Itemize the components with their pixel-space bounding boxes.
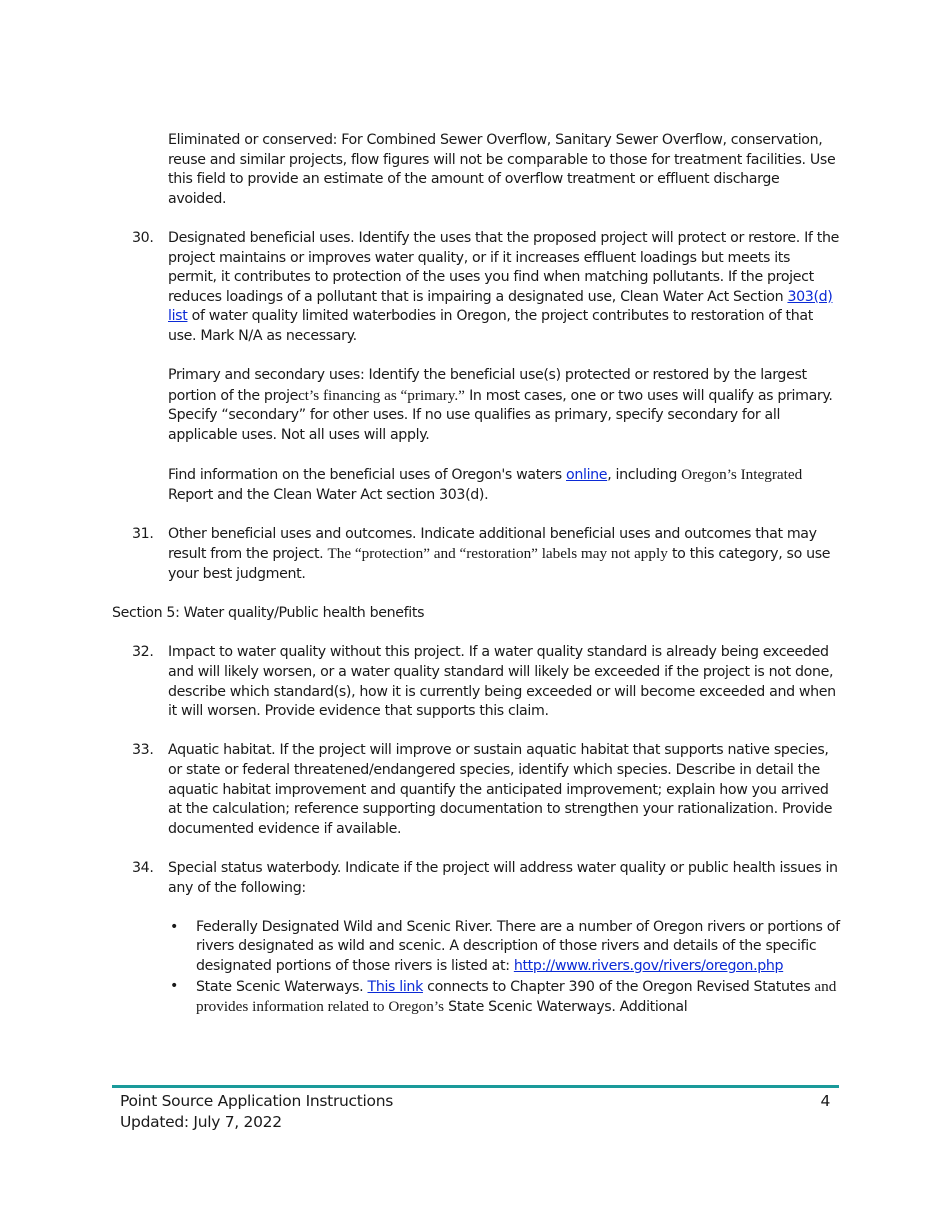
item-number: 33. (132, 742, 154, 759)
list-item-34 (112, 859, 840, 898)
page-content (112, 131, 840, 1018)
item-text: Designated beneficial uses. Identify the uses that the proposed project will protect or restore. If the project maintains or improves water quality, or if it increases effluent loadings but meets its permit, it contributes to protection of the uses you find when matching pollutants. If the project reduces loadings of a pollutant that is impairing a designated use, Clean Water Act Section (168, 229, 839, 305)
footer-divider (112, 1085, 839, 1088)
section-5-heading: Section 5: Water quality/Public health benefits (112, 605, 425, 622)
bullet-state-scenic-waterways: • State Scenic Waterways. This link connects to Chapter 390 of the Oregon Revised Statutes and provides information related to Oregon’s State Scenic Waterways. Additional (170, 977, 837, 1016)
bullet-wild-scenic-river: • Federally Designated Wild and Scenic River. There are a number of Oregon rivers or portions of rivers designated as wild and scenic. A description of those rivers and details of the specific designated portions of those rivers is listed at: http://www.rivers.gov/rivers/oregon.php (170, 918, 840, 974)
list-item-31: 31. Other beneficial uses and outcomes. Indicate additional beneficial uses and outcomes that may result from the project. The “protection” and “restoration” labels may not apply to this category, so use your best judgment. (132, 525, 831, 583)
link-online[interactable]: online (566, 467, 608, 484)
link-this-link[interactable]: This link (367, 978, 423, 995)
item-number: 30. (132, 229, 154, 246)
item-text: Aquatic habitat. If the project will improve or sustain aquatic habitat that supports native species, or state or federal threatened/endangered species, identify which species. Describe in detail the aquatic habitat improvement and quantify the anticipated improvement; explain how you arrived at the calculation; reference supporting documentation to strengthen your rationalization. Provide documented evidence if available. (168, 742, 833, 837)
page-number: 4 (820, 1092, 830, 1110)
item-number: 34. (132, 859, 154, 876)
item-text: of water quality limited waterbodies in Oregon, the project contributes to restoration of that use. Mark N/A as necessary. (168, 308, 813, 344)
special-status-bullet-list (168, 918, 840, 1018)
item-text: Impact to water quality without this project. If a water quality standard is already being exceeded and will likely worsen, or a water quality standard will likely be exceeded if the project is not done, describe which standard(s), how it is currently being exceeded or will become exceeded and when it will worsen. Provide evidence that supports this claim. (168, 644, 836, 720)
paragraph-primary-secondary: Primary and secondary uses: Identify the beneficial use(s) protected or restored by the largest portion of the project’s financing as “primary.” In most cases, one or two uses will qualify as primary. Specify “secondary” for other uses. If no use qualifies as primary, specify secondary for all applicable uses. Not all uses will apply. (168, 367, 833, 443)
link-303d-list[interactable]: 303(d) list (168, 288, 833, 325)
link-rivers-gov[interactable]: http://www.rivers.gov/rivers/oregon.php (513, 957, 784, 974)
page-footer (120, 1091, 830, 1133)
item-number: 32. (132, 644, 154, 661)
bullet-icon: • (170, 977, 179, 994)
list-item-30 (112, 229, 840, 347)
footer-title: Point Source Application Instructions (120, 1092, 394, 1110)
item-text: Special status waterbody. Indicate if the project will address water quality or public health issues in any of the following: (168, 859, 838, 896)
item-number: 31. (132, 525, 154, 542)
list-item-32 (112, 643, 840, 721)
bullet-icon: • (170, 918, 179, 935)
paragraph-eliminated-conserved: Eliminated or conserved: For Combined Sewer Overflow, Sanitary Sewer Overflow, conservation, reuse and similar projects, flow figures will not be comparable to those for treatment facilities. Use this field to provide an estimate of the amount of overflow treatment or effluent discharge avoided. (168, 132, 836, 207)
paragraph-find-information: Find information on the beneficial uses of Oregon's waters online, including Oregon’s Integrated Report and the Clean Water Act section 303(d). (168, 466, 803, 503)
footer-updated-date: Updated: July 7, 2022 (120, 1113, 282, 1131)
list-item-33 (112, 741, 840, 839)
